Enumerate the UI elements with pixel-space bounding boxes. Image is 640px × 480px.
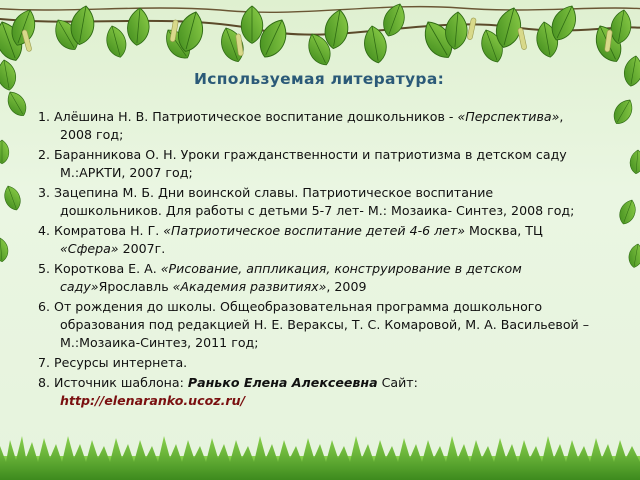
item-number: 6. — [38, 299, 51, 314]
item-text: Комратова Н. Г. — [54, 223, 164, 238]
site-label: Сайт: — [377, 375, 418, 390]
slide-title: Используемая литература: — [194, 70, 445, 88]
item-italic: «Академия развитиях» — [172, 279, 327, 294]
list-item — [38, 222, 598, 258]
item-text: От рождения до школы. Общеобразовательная программа дошкольного образования под редакцией Н. Е. Вераксы, Т. С. Комаровой, М. А. Васильевой – М.:Мозаика-Синтез, 2011 год; — [54, 299, 590, 350]
list-item — [38, 354, 598, 372]
item-italic: «Перспектива» — [457, 109, 560, 124]
item-number: 1. — [38, 109, 51, 124]
reference-list — [38, 108, 598, 410]
item-text: Алёшина Н. В. Патриотическое воспитание дошкольников - — [54, 109, 458, 124]
list-item — [38, 146, 598, 182]
item-number: 8. — [38, 375, 51, 390]
item-text: Короткова Е. А. — [54, 261, 161, 276]
item-text: , 2008 год; — [60, 109, 564, 142]
item-text: Ярославль — [98, 279, 173, 294]
item-text: Зацепина М. Б. Дни воинской славы. Патриотическое воспитание дошкольников. Для работы с детьми 5-7 лет- М.: Мозаика- Синтез, 2008 год; — [54, 185, 575, 218]
item-text: 2007г. — [118, 241, 166, 256]
item-text: , 2009 — [326, 279, 367, 294]
item-text: Москва, ТЦ — [465, 223, 543, 238]
list-item — [38, 374, 598, 410]
list-item — [38, 184, 598, 220]
list-item — [38, 108, 598, 144]
item-text: Источник шаблона: — [54, 375, 188, 390]
item-number: 5. — [38, 261, 51, 276]
list-item — [38, 260, 598, 296]
item-number: 4. — [38, 223, 51, 238]
content-area — [38, 60, 598, 412]
author-name: Ранько Елена Алексеевна — [187, 375, 378, 390]
item-number: 7. — [38, 355, 51, 370]
item-number: 3. — [38, 185, 51, 200]
item-italic: «Патриотическое воспитание детей 4-6 лет» — [163, 223, 466, 238]
item-italic: «Сфера» — [60, 241, 119, 256]
item-text: Баранникова О. Н. Уроки гражданственности и патриотизма в детском саду М.:АРКТИ, 2007 год; — [54, 147, 567, 180]
item-number: 2. — [38, 147, 51, 162]
list-item — [38, 298, 598, 352]
item-text: Ресурсы интернета. — [54, 355, 188, 370]
site-link[interactable]: http://elenaranko.ucoz.ru/ — [60, 393, 246, 408]
item-italic: «Рисование, аппликация, конструирование в детском саду» — [60, 261, 522, 294]
